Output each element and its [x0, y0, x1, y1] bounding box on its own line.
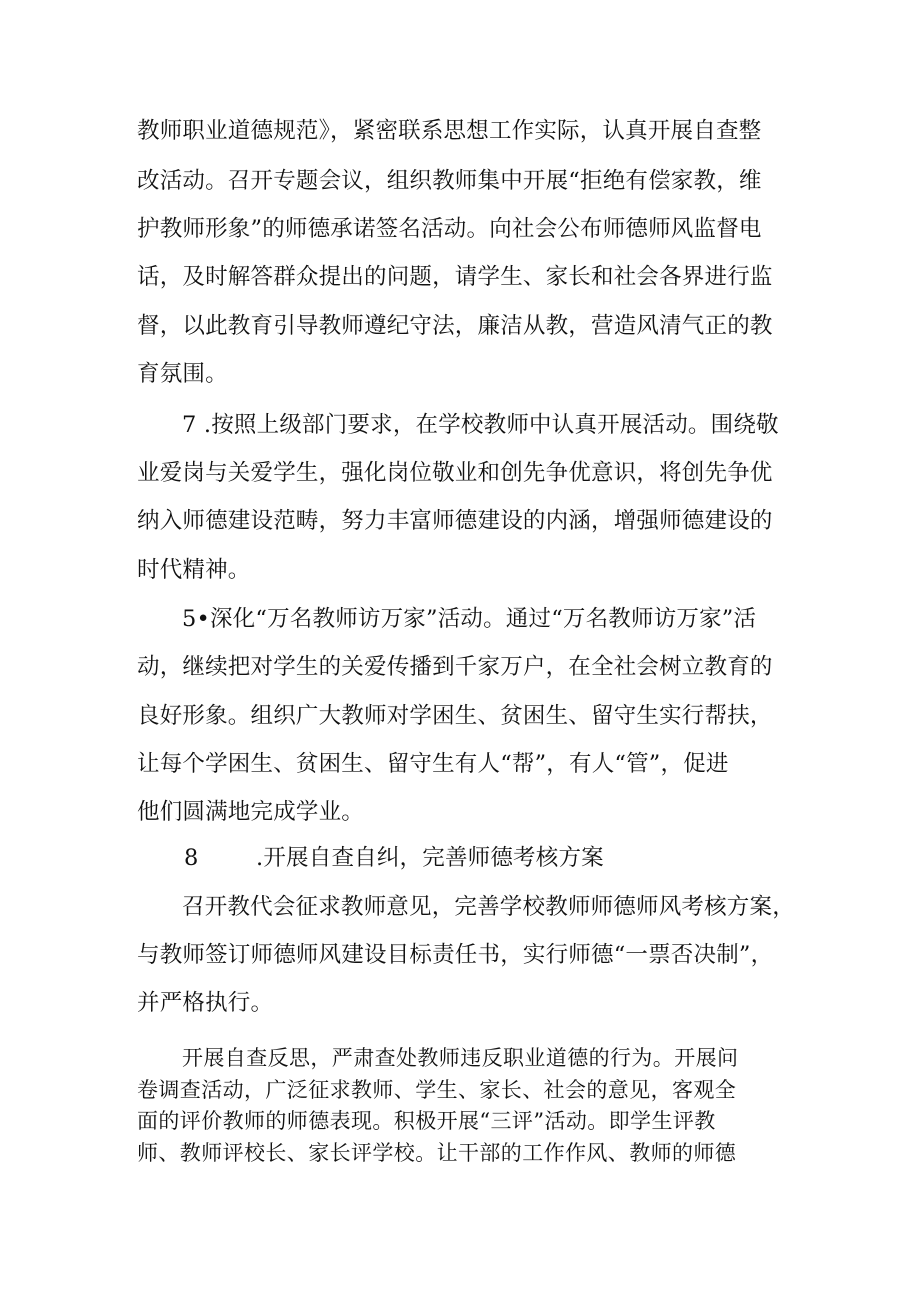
paragraph-line: 他们圆满地完成学业。: [137, 799, 365, 825]
paragraph-line: 改活动。召开专题会议，组织教师集中开展“拒绝有偿家教，维: [137, 168, 762, 194]
paragraph-line: 话，及时解答群众提出的问题，请学生、家长和社会各界进行监: [137, 264, 773, 290]
paragraph-line: 时代精神。: [137, 557, 251, 583]
section-heading: [184, 843, 805, 873]
paragraph-line: 与教师签订师德师风建设目标责任书，实行师德“一票否决制”，: [137, 942, 774, 968]
paragraph-line: 教师职业道德规范》，紧密联系思想工作实际，认真开展自查整: [137, 118, 762, 144]
paragraph-line: 卷调查活动，广泛征求教师、学生、家长、社会的意见，客观全: [137, 1078, 737, 1102]
paragraph-line: 育氛围。: [137, 361, 228, 387]
paragraph-line: 督，以此教育引导教师遵纪守法，廉洁从教，营造风清气正的教: [137, 313, 773, 339]
paragraph-line: 面的评价教师的师德表现。积极开展“三评”活动。即学生评教: [137, 1109, 716, 1133]
heading-text: .开展自查自纠，完善师德考核方案: [256, 845, 604, 871]
paragraph-line: 护教师形象”的师德承诺签名活动。向社会公布师德师风监督电: [137, 216, 762, 242]
paragraph-line: 让每个学困生、贫困生、留守生有人“帮”，有人“管”，促进: [137, 751, 729, 777]
paragraph-line: 开展自查反思，严肃查处教师违反职业道德的行为。开展问: [182, 1046, 739, 1070]
paragraph-line: 召开教代会征求教师意见，完善学校教师师德师风考核方案，: [182, 894, 795, 920]
paragraph-line: 良好形象。组织广大教师对学困生、贫困生、留守生实行帮扶，: [137, 703, 773, 729]
paragraph-line: 师、教师评校长、家长评学校。让干部的工作作风、教师的师德: [137, 1141, 737, 1165]
paragraph-line: 业爱岗与关爱学生，强化岗位敬业和创先争优意识，将创先争优: [137, 460, 773, 486]
paragraph-line: 动，继续把对学生的关爱传播到千家万户，在全社会树立教育的: [137, 654, 773, 680]
paragraph-line: 7 .按照上级部门要求，在学校教师中认真开展活动。围绕敬: [182, 412, 779, 438]
paragraph-line: 5•深化“万名教师访万家”活动。通过“万名教师访万家”活: [182, 606, 757, 632]
paragraph-line: 并严格执行。: [137, 990, 274, 1016]
heading-number: 8: [184, 845, 199, 871]
paragraph-line: 纳入师德建设范畴，努力丰富师德建设的内涵，增强师德建设的: [137, 508, 773, 534]
